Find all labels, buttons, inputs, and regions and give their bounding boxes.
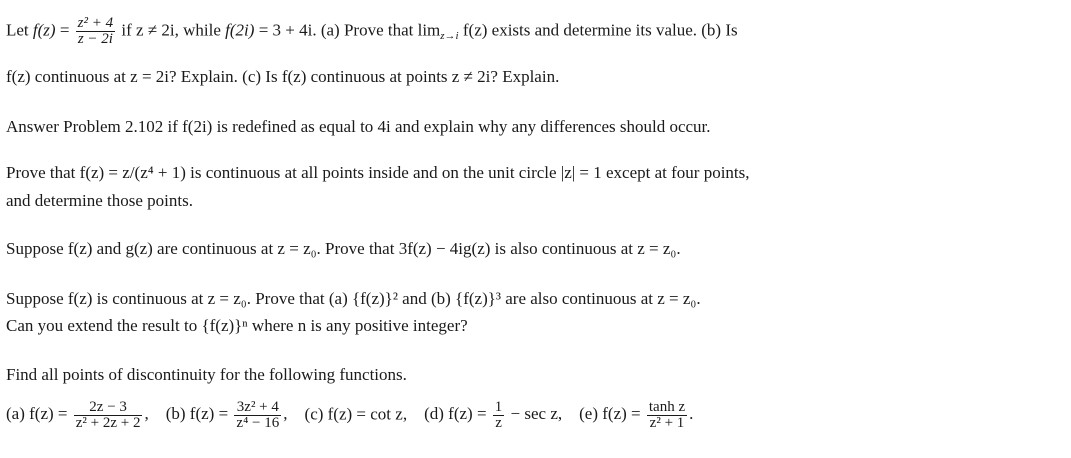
part-e-fraction (647, 400, 687, 431)
part-c (305, 404, 412, 423)
problem-5-line-1 (6, 288, 701, 310)
part-b (165, 399, 292, 431)
part-e-label: (e) f(z) = (579, 404, 641, 424)
part-e-den: z² + 1 (647, 415, 687, 431)
problem-6-parts (6, 400, 693, 431)
part-e-num: tanh z (648, 399, 686, 415)
part-b-after: , (283, 404, 288, 424)
part-a-num: 2z − 3 (89, 399, 127, 415)
part-b-label: (b) f(z) = (165, 404, 229, 424)
problem-3-line-2 (6, 190, 193, 212)
part-a-after: , (144, 404, 149, 424)
problem-2-text: Answer Problem 2.102 if f(2i) is redefined as equal to 4i and explain why any differences should occur. (6, 117, 711, 136)
part-d (424, 399, 566, 431)
fraction-p1 (76, 16, 115, 47)
fraction-denominator: z − 2i (76, 31, 115, 47)
part-b-den: z⁴ − 16 (236, 415, 280, 431)
problem-3-text-2: and determine those points. (6, 191, 193, 210)
math-f2i: f(2i) (225, 20, 255, 40)
fraction-numerator: z² + 4 (77, 15, 114, 31)
problem-1-line-2 (6, 66, 559, 88)
part-c-label: (c) f(z) = cot z, (304, 404, 408, 424)
text-value: = 3 + 4i. (a) Prove that lim (254, 20, 441, 40)
limit-subscript: z→i (440, 30, 459, 43)
problem-6-intro-text: Find all points of discontinuity for the following functions. (6, 365, 407, 384)
part-a-label: (a) f(z) = (6, 404, 68, 424)
problem-5-text-1: Suppose f(z) is continuous at z = z₀. Prove that (a) {f(z)}² and (b) {f(z)}³ are also continuous at z = z₀. (6, 289, 701, 308)
part-b-num: 3z² + 4 (236, 399, 279, 415)
part-d-num: 1 (494, 399, 503, 415)
text-rest: f(z) exists and determine its value. (b) Is (458, 20, 738, 40)
problem-3-text-1: Prove that f(z) = z/(z⁴ + 1) is continuous at all points inside and on the unit circle |z| = 1 except at four points, (6, 163, 750, 182)
part-a-fraction (74, 400, 143, 431)
part-b-fraction (234, 400, 281, 431)
math-fz: f(z) (32, 20, 56, 40)
part-e (579, 399, 694, 431)
part-a (6, 399, 153, 431)
part-d-fraction (493, 400, 505, 431)
part-d-den: z (493, 415, 505, 431)
part-e-after: . (689, 404, 694, 424)
part-d-label: (d) f(z) = (424, 404, 487, 424)
text-let: Let (6, 20, 33, 40)
part-a-den: z² + 2z + 2 (75, 415, 141, 431)
problem-5-text-2: Can you extend the result to {f(z)}ⁿ where n is any positive integer? (6, 316, 468, 335)
text-line-2: f(z) continuous at z = 2i? Explain. (c) Is f(z) continuous at points z ≠ 2i? Explain. (6, 67, 560, 86)
problem-2 (6, 116, 711, 138)
problem-3-line-1 (6, 162, 750, 184)
problem-5-line-2 (6, 315, 468, 337)
text-condition: if z ≠ 2i, while (121, 20, 226, 40)
problem-6-intro (6, 364, 407, 386)
text-eq: = (55, 20, 74, 40)
part-d-after: − sec z, (506, 404, 563, 424)
problem-4 (6, 238, 681, 260)
problem-4-text: Suppose f(z) and g(z) are continuous at z = z₀. Prove that 3f(z) − 4ig(z) is also continuous at z = z₀. (6, 239, 681, 258)
problem-1-line-1 (6, 16, 738, 47)
